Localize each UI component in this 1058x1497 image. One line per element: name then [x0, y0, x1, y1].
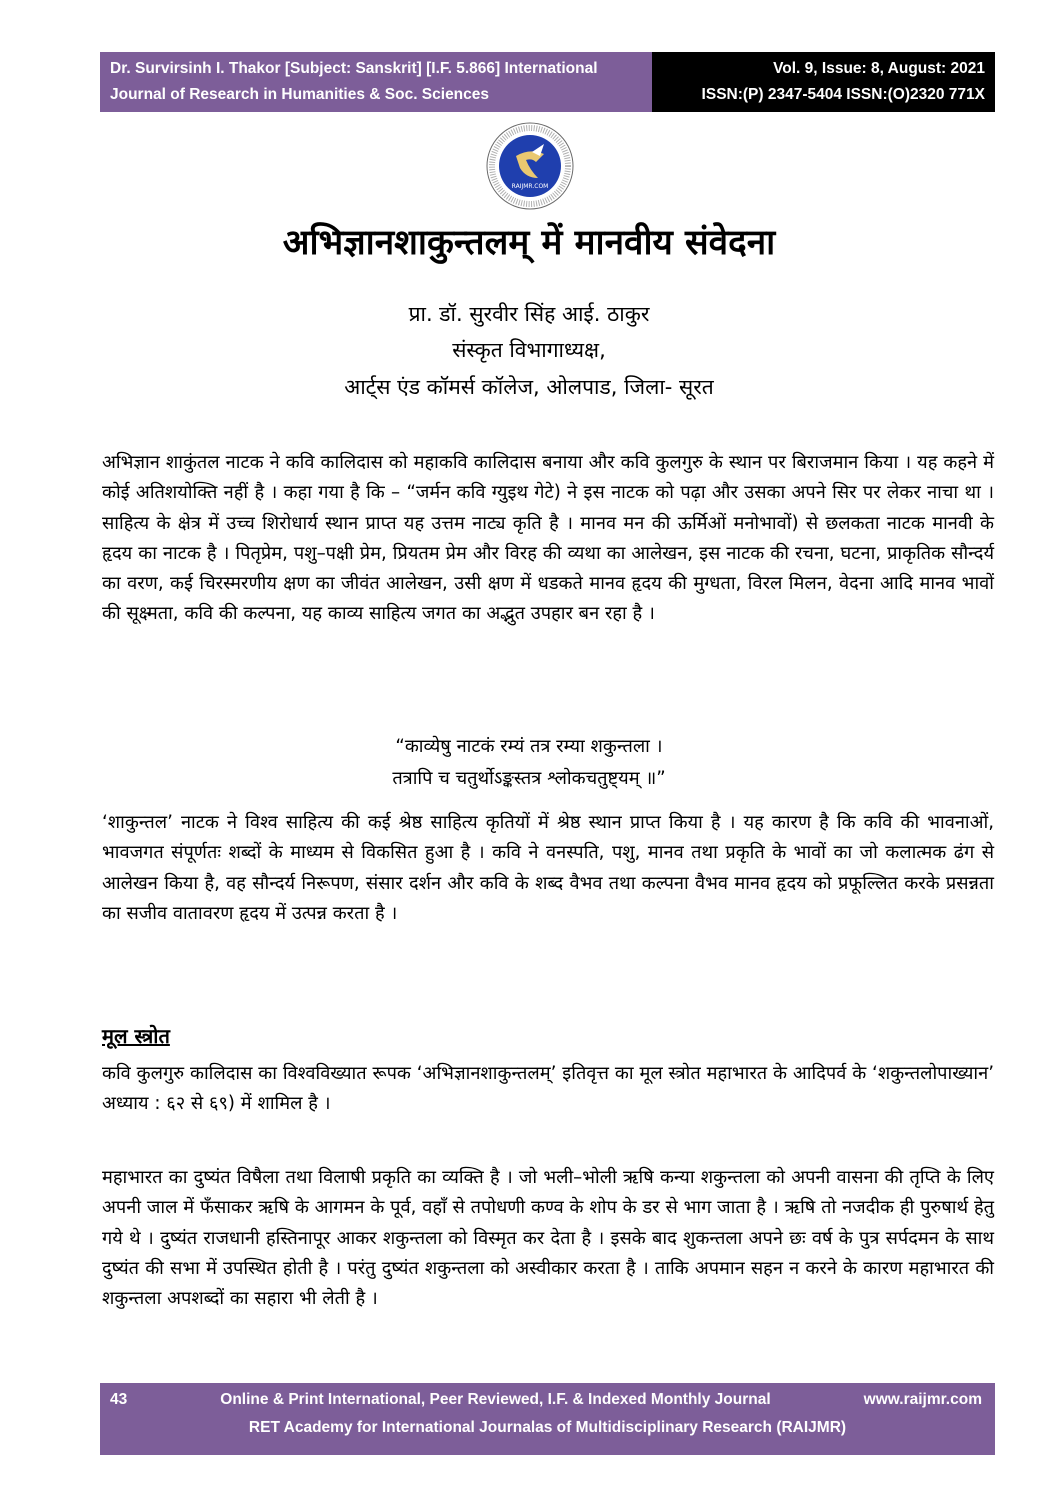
paragraph-shakuntal: ‘शाकुन्तल’ नाटक ने विश्व साहित्य की कई श्रेष्ठ साहित्य कृतियों में श्रेष्ठ स्थान प्राप्त किया है । यह कारण है कि कवि की भावनाओं, भावजगत संपूर्णतः शब्दों के माध्यम से विकसित हुआ है । कवि ने वनस्पति, पशु, मानव तथा प्रकृति के भावों का जो कलात्मक ढंग से आलेखन किया है, वह सौन्दर्य निरूपण, संसार दर्शन और कवि के शब्द वैभव तथा कल्पना वैभव मानव हृदय को प्रफूल्लित करके प्रसन्नता का सजीव वातावरण हृदय में उत्पन्न करता है । [102, 812, 994, 924]
footer-publisher: RET Academy for International Journalas of Multidisciplinary Research (RAIJMR) [248, 1419, 847, 1436]
section-heading: मूल स्त्रोत [102, 1024, 170, 1048]
header-left-line2: Journal of Research in Humanities & Soc. Sciences [110, 86, 490, 103]
paragraph-source: कवि कुलगुरु कालिदास का विश्वविख्यात रूपक ‘अभिज्ञानशाकुन्तलम्’ इतिवृत्त का मूल स्त्रोत महाभारत के आदिपर्व के ‘शकुन्तलोपाख्यान’ अध्याय : ६२ से ६९) में शामिल है । [102, 1063, 994, 1115]
header-left-line1: Dr. Survirsinh I. Thakor [Subject: Sanskrit] [I.F. 5.866] International [110, 60, 598, 77]
paragraph-mahabharat: महाभारत का दुष्यंत विषैला तथा विलाषी प्रकृति का व्यक्ति है । जो भली–भोली ऋषि कन्या शकुन्तला को अपनी वासना की तृप्ति के लिए अपनी जाल में फँसाकर ऋषि के आगमन के पूर्व, वहाँ से तपोधणी कण्व के शोप के डर से भाग जाता है । ऋषि तो नजदीक ही पुरुषार्थ हेतु गये थे । दुष्यंत राजधानी हस्तिनापूर आकर शकुन्तला को विस्मृत कर देता है । इसके बाद शुकन्तला अपने छः वर्ष के पुत्र सर्पदमन के साथ दुष्यंत की सभा में उपस्थित होती है । परंतु दुष्यंत शकुन्तला को अस्वीकार करता है । ताकि अपमान सहन न करने के कारण महाभारत की शकुन्तला अपशब्दों का सहारा भी लेती है । [102, 1167, 994, 1310]
verse-line-2: तत्रापि च चतुर्थोऽङ्कस्तत्र श्लोकचतुष्ट्यम् ॥” [392, 768, 666, 789]
author-position: संस्कृत विभागाध्यक्ष, [452, 338, 606, 362]
header-right-line1: Vol. 9, Issue: 8, August: 2021 [773, 60, 985, 77]
footer-page-number: 43 [110, 1391, 128, 1408]
header-right-line2: ISSN:(P) 2347-5404 ISSN:(O)2320 771X [701, 86, 985, 103]
article-title: अभिज्ञानशाकुन्तलम् में मानवीय संवेदना [282, 222, 776, 263]
logo-text: RAIJMR.COM [511, 183, 549, 190]
author-name: प्रा. डॉ. सुरवीर सिंह आई. ठाकुर [408, 302, 650, 326]
journal-header [100, 52, 995, 112]
verse-line-1: “काव्येषु नाटकं रम्यं तत्र रम्या शकुन्तला । [395, 736, 663, 757]
header-journal-info [100, 52, 652, 112]
journal-footer [100, 1383, 995, 1455]
footer-website-link[interactable]: www.raijmr.com [863, 1391, 982, 1408]
author-college: आर्ट्स एंड कॉमर्स कॉलेज, ओलपाड, जिला- सूरत [344, 375, 714, 399]
header-issue-info [652, 52, 995, 112]
paragraph-intro: अभिज्ञान शाकुंतल नाटक ने कवि कालिदास को महाकवि कालिदास बनाया और कवि कुलगुरु के स्थान पर बिराजमान किया । यह कहने में कोई अतिशयोक्ति नहीं है । कहा गया है कि – “जर्मन कवि ग्युइथ गेटे) ने इस नाटक को पढ़ा और उसका अपने सिर पर लेकर नाचा था । साहित्य के क्षेत्र में उच्च शिरोधार्य स्थान प्राप्त यह उत्तम नाट्य कृति है । मानव मन की ऊर्मिओं मनोभावों) से छलकता नाटक मानवी के हृदय का नाटक है । पितृप्रेम, पशु–पक्षी प्रेम, प्रियतम प्रेम और विरह की व्यथा का आलेखन, इस नाटक की रचना, घटना, प्राकृतिक सौन्दर्य का वरण, कई चिरस्मरणीय क्षण का जीवंत आलेखन, उसी क्षण में धडकते मानव हृदय की मुग्धता, विरल मिलन, वेदना आदि मानव भावों की सूक्ष्मता, कवि की कल्पना, यह काव्य साहित्य जगत का अद्भुत उपहार बन रहा है । [102, 452, 994, 625]
footer-journal-description: Online & Print International, Peer Reviewed, I.F. & Indexed Monthly Journal [220, 1391, 771, 1408]
raijmr-logo [486, 122, 574, 210]
